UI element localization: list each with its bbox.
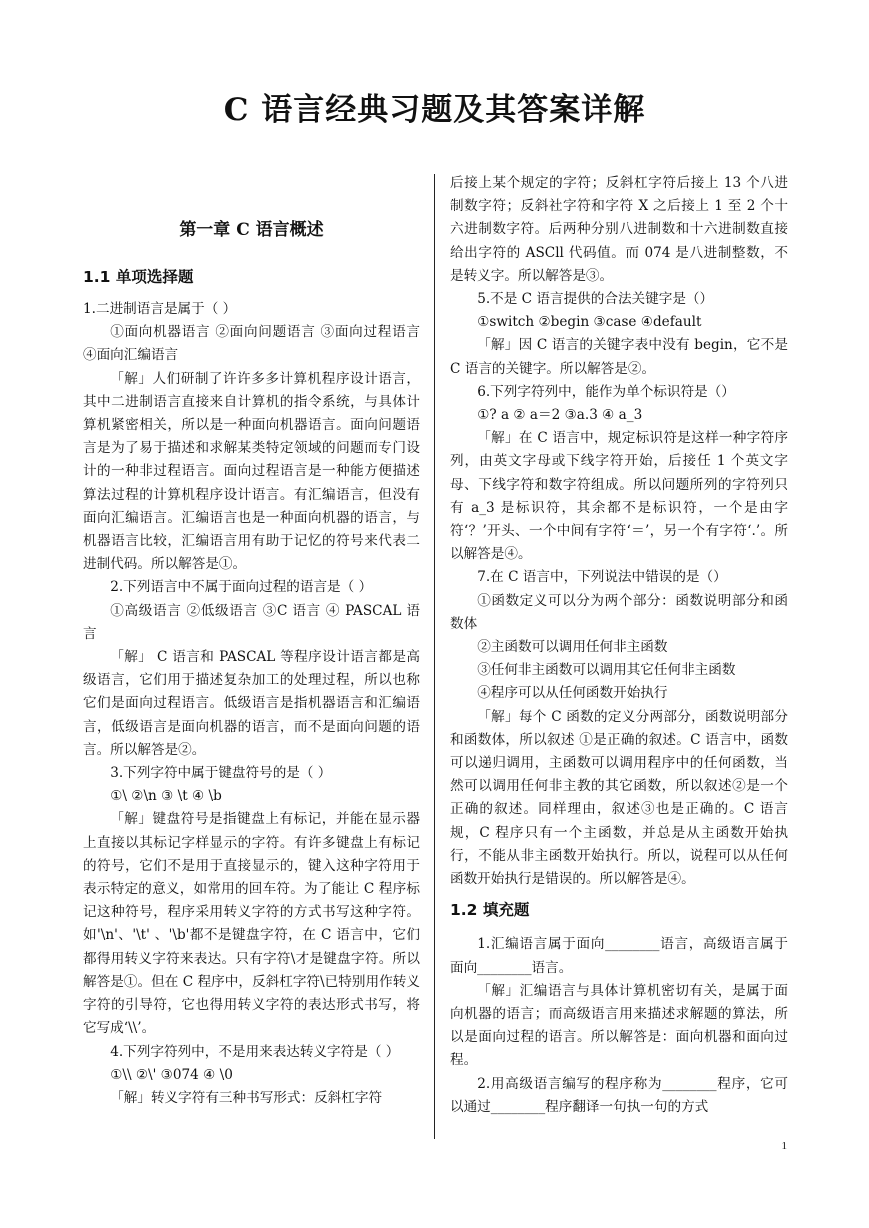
paragraph: 「解」因 C 语言的关键字表中没有 begin，它不是 C 语言的关键字。所以解答是②。 [450,337,788,377]
paragraph: 「解」人们研制了许许多多计算机程序设计语言，其中二进制语言直接来自计算机的指令系统，与具体计算机紧密相关，所以是一种面向机器语言。面向问题语言是为了易于描述和求解某类特定领域的问题而专门设计的一种非过程语言。面向过程语言是一种能方便描述算法过程的计算机程序设计语言。有汇编语言，但没有面向汇编语言。汇编语言也是一种面向机器的语言，与机器语言比较，汇编语言用有助于记忆的符号来代表二进制代码。所以解答是①。 [83,370,420,573]
paragraph: 「解」 C 语言和 PASCAL 等程序设计语言都是高级语言，它们用于描述复杂加工的处理过程，所以也称它们是面向过程语言。低级语言是指机器语言和汇编语言，低级语言是面向机器的语言，而不是面向问题的语言。所以解答是②。 [83,649,420,758]
right-column-body-top [450,172,788,891]
paragraph: 3.下列字符中属于键盘符号的是（ ） [110,765,332,782]
paragraph: ①? a ② a＝2 ③a.3 ④ a_3 [477,407,643,424]
column-divider [434,174,435,1139]
left-column [83,214,420,1110]
paragraph: 2.下列语言中不属于面向过程的语言是（ ） [110,579,373,596]
right-column [450,172,788,1119]
document-title: C 语言经典习题及其答案详解 [223,92,646,128]
paragraph: 6.下列字符列中，能作为单个标识符是（） [477,383,735,400]
paragraph: ①面向机器语言 ②面向问题语言 ③面向过程语言 ④面向汇编语言 [83,324,420,364]
paragraph: 2.用高级语言编写的程序称为________程序，它可以通过________程序翻译一句执一句的方式 [450,1075,788,1115]
paragraph: ①高级语言 ②低级语言 ③C 语言 ④ PASCAL 语言 [83,602,420,642]
paragraph: 1.二进制语言是属于（ ） [83,301,237,317]
paragraph: ①switch ②begin ③case ④default [477,314,702,331]
paragraph: 7.在 C 语言中，下列说法中错误的是（） [477,569,727,586]
paragraph: 「解」在 C 语言中，规定标识符是这样一种字符序列，由英文字母或下线字符开始，后接任 1 个英文字母、下线字符和数字符组成。所以问题所列的字符列只有 a_3 是标识符，其余都不是标识符，一个是由字符‘？’开头、一个中间有字符‘＝’，另一个有字符‘.’。所以解答是④。 [450,430,788,563]
paragraph: 「解」键盘符号是指键盘上有标记，并能在显示器上直接以其标记字样显示的字符。有许多键盘上有标记的符号，它们不是用于直接显示的，键入这种字符用于表示特定的意义，如常用的回车符。为了能让 C 程序标记这种符号，程序采用转义字符的方式书写这种字符。如'\n'、'\t' 、'\b'都不是键盘字符，在 C 语言中，它们都得用转义字符来表达。只有字符\才是键盘字符。所以解答是①。但在 C 程序中，反斜杠字符\已特别用作转义字符的引导符，它也得用转义字符的表达形式书写，将它写成‘\\’。 [83,811,420,1037]
paragraph: 4.下列字符列中，不是用来表达转义字符是（ ） [110,1043,400,1060]
paragraph: 「解」每个 C 函数的定义分两部分，函数说明部分和函数体，所以叙述 ①是正确的叙述。C 语言中，函数可以递归调用，主函数可以调用程序中的任何函数，当然可以调用任何非主教的其它函数，所以叙述②是一个正确的叙述。同样理由，叙述③也是正确的。C 语言规，C 程序只有一个主函数，并总是从主函数开始执行，不能从非主函数开始执行。所以，说程可以从任何函数开始执行是错误的。所以解答是④。 [450,708,788,888]
paragraph: ②主函数可以调用任何非主函数 [477,639,668,656]
paragraph: ③任何非主函数可以调用其它任何非主函数 [477,662,736,679]
paragraph: 「解」汇编语言与具体计算机密切有关，是属于面向机器的语言；而高级语言用来描述求解题的算法，所以是面向过程的语言。所以解答是：面向机器和面向过程。 [450,982,788,1069]
section-heading-1-2: 1.2 填充题 [450,901,530,920]
paragraph: ①函数定义可以分为两个部分：函数说明部分和函数体 [450,592,788,632]
right-column-body-bottom [450,933,788,1119]
paragraph: ①\ ②\n ③ \t ④ \b [110,788,222,805]
left-column-body [83,298,420,1110]
paragraph: 后接上某个规定的字符；反斜杠字符后接上 13 个八进制数字符；反斜社字符和字符 X 之后接上 1 至 2 个十六进制数字符。后两种分别八进制数和十六进制数直接给出字符的 ASCll 代码值。而 074 是八进制整数，不是转义字。所以解答是③。 [450,175,788,284]
paragraph: 1.汇编语言属于面向________语言，高级语言属于面向________语言。 [450,936,788,976]
paragraph: ①\\ ②\' ③074 ④ \0 [110,1066,233,1083]
section-heading-1-1: 1.1 单项选择题 [83,268,194,286]
page-number: 1 [781,1140,787,1152]
paragraph: 5.不是 C 语言提供的合法关键字是（） [477,291,714,308]
paragraph: 「解」转义字符有三种书写形式：反斜杠字符 [110,1089,383,1106]
chapter-heading: 第一章 C 语言概述 [179,220,324,240]
paragraph: ④程序可以从任何函数开始执行 [477,685,668,702]
